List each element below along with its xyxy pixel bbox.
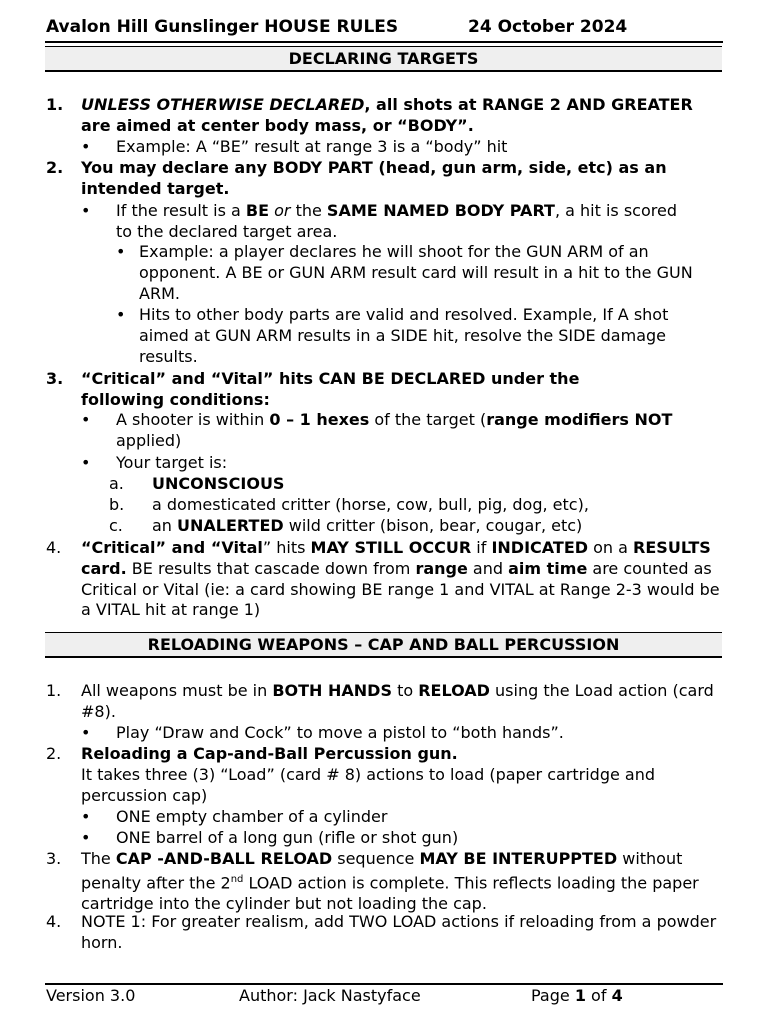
alpha-marker: c. xyxy=(109,516,123,535)
emphasis-text: UNLESS OTHERWISE DECLARED xyxy=(81,95,365,114)
item-text xyxy=(81,744,726,806)
footer-rule xyxy=(45,983,723,985)
bullet-text xyxy=(116,410,701,452)
bullet-item xyxy=(81,137,721,158)
bullet-item xyxy=(81,828,721,849)
item-number: 3. xyxy=(46,369,64,388)
bold-text: aim time xyxy=(508,558,588,578)
alpha-item-text: UNCONSCIOUS xyxy=(152,474,285,493)
bullet-icon: • xyxy=(81,453,91,472)
bullet-icon: • xyxy=(81,201,91,220)
text-run: The xyxy=(81,849,116,868)
text-run: It takes three (3) “Load” (card # 8) actions to load (paper cartridge and percussion cap) xyxy=(81,764,656,805)
bold-text: RELOAD xyxy=(418,681,490,700)
list-item xyxy=(46,912,726,954)
bullet-text: Hits to other body parts are valid and resolved. Example, If A shot aimed at GUN ARM results in a SIDE hit, resolve the SIDE damage results. xyxy=(139,305,669,366)
bullet-item xyxy=(81,201,691,243)
bullet-text: Example: a player declares he will shoot for the GUN ARM of an opponent. A BE or GUN ARM result card will result in a hit to the GUN ARM. xyxy=(139,242,693,303)
bullet-item xyxy=(81,723,721,744)
text-run: if xyxy=(471,538,492,557)
text-run: applied) xyxy=(116,430,182,450)
text-run: using the Load action (card #8). xyxy=(81,681,714,721)
alpha-item-text: a domesticated critter (horse, cow, bull, pig, dog, etc), xyxy=(152,495,589,514)
page-total: 4 xyxy=(611,986,623,1005)
header-rule xyxy=(45,41,723,43)
alpha-item-text xyxy=(152,516,582,537)
sub-bullet-item xyxy=(116,242,716,304)
section-heading-reloading-weapons: RELOADING WEAPONS – CAP AND BALL PERCUSSION xyxy=(45,632,722,658)
bold-text: BOTH HANDS xyxy=(272,681,392,700)
document-date: 24 October 2024 xyxy=(468,17,628,37)
bullet-icon: • xyxy=(116,305,126,324)
footer-version: Version 3.0 xyxy=(46,986,136,1005)
text-run: BE results that cascade down from xyxy=(126,558,416,578)
item-text xyxy=(81,681,726,723)
bold-text: INDICATED xyxy=(491,538,589,557)
footer-page-number xyxy=(531,986,623,1005)
bullet-text: Example: A “BE” result at range 3 is a “body” hit xyxy=(116,137,508,156)
list-item xyxy=(46,369,726,411)
item-text-rest: , all shots at RANGE 2 AND GREATER are aimed at center body mass, or “BODY”. xyxy=(81,95,693,135)
item-text xyxy=(81,849,726,915)
bold-text: 0 – 1 hexes xyxy=(269,410,370,429)
text-run: All weapons must be in xyxy=(81,681,273,700)
bullet-icon: • xyxy=(81,410,91,429)
document-title: Avalon Hill Gunslinger HOUSE RULES xyxy=(46,17,399,37)
bullet-text: Your target is: xyxy=(116,453,228,472)
text-run: ” hits xyxy=(262,538,311,557)
item-text: You may declare any BODY PART (head, gun arm, side, etc) as an intended target. xyxy=(81,158,667,198)
list-item xyxy=(46,95,726,137)
bullet-icon: • xyxy=(81,723,91,742)
bullet-item xyxy=(81,807,721,828)
list-item xyxy=(46,538,726,621)
page-current: 1 xyxy=(574,986,586,1005)
item-number: 2. xyxy=(46,744,62,763)
item-text: “Critical” and “Vital” hits CAN BE DECLARED under the following conditions: xyxy=(81,369,580,409)
text-run: LOAD action is complete. This reflects loading the paper cartridge into the cylinder but not loading the cap. xyxy=(81,873,699,913)
text-run: If the result is a xyxy=(116,201,246,220)
bullet-text: ONE barrel of a long gun (rifle or shot gun) xyxy=(116,828,459,847)
item-text xyxy=(81,95,726,137)
section-heading-declaring-targets: DECLARING TARGETS xyxy=(45,46,722,72)
bullet-text: ONE empty chamber of a cylinder xyxy=(116,807,388,826)
bullet-text: Play “Draw and Cock” to move a pistol to “both hands”. xyxy=(116,723,564,742)
bold-text: UNALERTED xyxy=(177,516,284,535)
bullet-item xyxy=(81,410,701,452)
item-number: 2. xyxy=(46,158,64,177)
text-run: are counted as Critical or Vital (ie: a card showing BE range 1 and VITAL at Range 2-3 would be a VITAL hit at range 1) xyxy=(81,558,720,620)
text-run: wild critter (bison, bear, cougar, etc) xyxy=(283,516,583,535)
bold-text: range modifiers NOT xyxy=(486,410,673,429)
list-item xyxy=(46,681,726,723)
bullet-item xyxy=(81,453,701,474)
bold-text: range xyxy=(415,558,468,578)
item-number: 4. xyxy=(46,538,62,557)
bullet-icon: • xyxy=(116,242,126,261)
italic-text: or xyxy=(274,201,291,220)
bold-text: MAY STILL OCCUR xyxy=(310,538,472,557)
bold-text: “Critical” and “Vital xyxy=(81,538,263,557)
text-run: A shooter is within xyxy=(116,410,270,429)
page-label: Page xyxy=(531,986,575,1005)
superscript-text: nd xyxy=(230,873,244,885)
text-run: sequence xyxy=(332,849,420,868)
footer-author: Author: Jack Nastyface xyxy=(239,986,421,1005)
list-item xyxy=(46,744,726,806)
alpha-marker: b. xyxy=(109,495,125,514)
alpha-marker: a. xyxy=(109,474,124,493)
bold-text: Reloading a Cap-and-Ball Percussion gun. xyxy=(81,744,458,763)
text-run: without penalty after the 2 xyxy=(81,849,683,893)
item-number: 3. xyxy=(46,849,62,868)
text-run: and xyxy=(467,558,509,578)
bold-text: MAY BE INTERUPPTED xyxy=(419,849,618,868)
item-number: 1. xyxy=(46,681,62,700)
item-number: 1. xyxy=(46,95,64,114)
bold-text: BE xyxy=(245,201,270,220)
text-run: to xyxy=(391,681,419,700)
page-of: of xyxy=(585,986,612,1005)
item-text xyxy=(81,538,726,621)
bullet-icon: • xyxy=(81,137,91,156)
sub-bullet-item xyxy=(116,305,701,367)
text-run: of the target ( xyxy=(369,410,487,429)
text-run: on a xyxy=(588,538,634,557)
bullet-icon: • xyxy=(81,828,91,847)
bold-text: CAP -AND-BALL RELOAD xyxy=(115,849,333,868)
text-run: , a hit is scored to the declared target area. xyxy=(116,201,677,241)
bold-text: SAME NAMED BODY PART xyxy=(326,201,555,220)
list-item xyxy=(46,158,726,200)
text-run: the xyxy=(290,201,327,220)
item-number: 4. xyxy=(46,912,62,931)
text-run: an xyxy=(152,516,178,535)
bold-text: RESULTS card. xyxy=(81,538,711,578)
item-text: NOTE 1: For greater realism, add TWO LOAD actions if reloading from a powder horn. xyxy=(81,912,717,952)
bullet-text xyxy=(116,201,691,243)
list-item xyxy=(46,849,726,915)
bullet-icon: • xyxy=(81,807,91,826)
